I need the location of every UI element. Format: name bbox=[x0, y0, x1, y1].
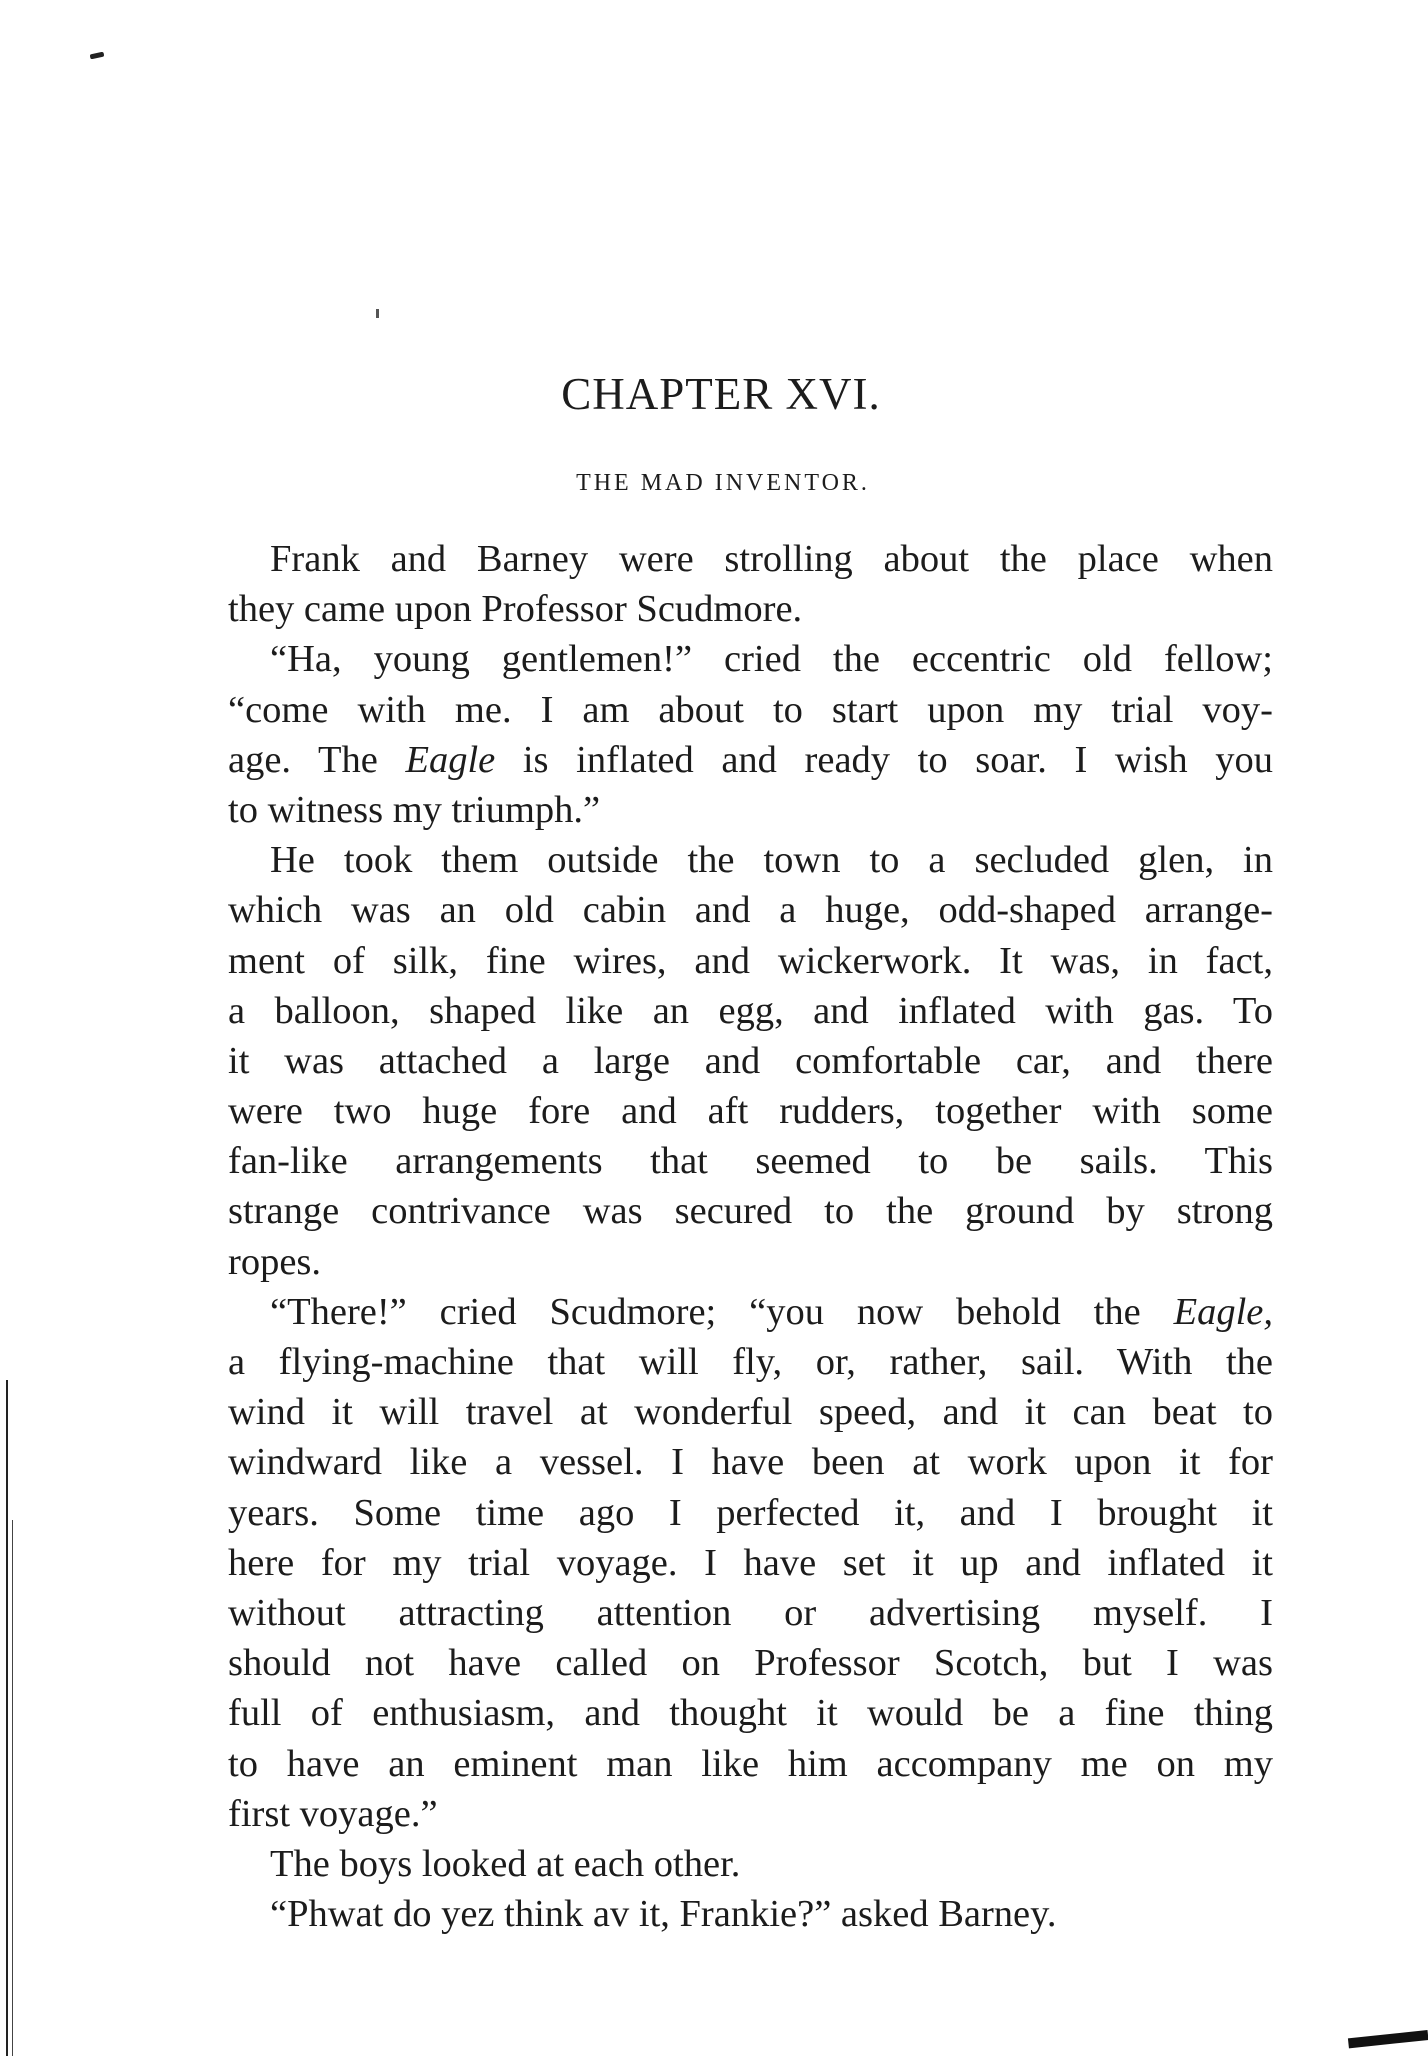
text-line: “Phwat do yez think av it, Frankie?” asked Barney. bbox=[270, 1893, 1057, 1936]
text-run: age. The bbox=[228, 738, 406, 781]
text-line: wind it will travel at wonderful speed, and it can beat to bbox=[228, 1391, 1273, 1434]
text-line: full of enthusiasm, and thought it would be a fine thing bbox=[228, 1692, 1273, 1735]
ink-mark bbox=[90, 52, 105, 60]
text-line: they came upon Professor Scudmore. bbox=[228, 588, 803, 631]
text-line: years. Some time ago I perfected it, and I brought it bbox=[228, 1491, 1273, 1534]
text-line bbox=[228, 735, 1273, 785]
text-line: which was an old cabin and a huge, odd-shaped arrange- bbox=[228, 889, 1273, 932]
text-line: strange contrivance was secured to the ground by strong bbox=[228, 1190, 1273, 1233]
binding-edge-line bbox=[6, 1380, 8, 2056]
text-line: first voyage.” bbox=[228, 1792, 438, 1835]
text-line: should not have called on Professor Scotch, but I was bbox=[228, 1642, 1273, 1685]
text-run: is inflated and ready to soar. I wish you bbox=[495, 738, 1273, 781]
chapter-subtitle: THE MAD INVENTOR. bbox=[576, 470, 870, 496]
page-corner-mark bbox=[1348, 2030, 1428, 2048]
text-line: fan-like arrangements that seemed to be sails. This bbox=[228, 1140, 1273, 1183]
body-text bbox=[228, 534, 1273, 1939]
text-line: to have an eminent man like him accompany me on my bbox=[228, 1742, 1273, 1785]
chapter-title: CHAPTER XVI. bbox=[561, 369, 881, 419]
binding-edge-line bbox=[12, 1520, 13, 2056]
italic-title: Eagle, bbox=[1173, 1290, 1273, 1333]
text-line: ropes. bbox=[228, 1240, 322, 1283]
ink-speck bbox=[376, 309, 379, 318]
text-line: The boys looked at each other. bbox=[270, 1842, 741, 1885]
text-line: a flying-machine that will fly, or, rather, sail. With the bbox=[228, 1341, 1273, 1383]
text-line bbox=[228, 1287, 1273, 1337]
text-line: here for my trial voyage. I have set it up and inflated it bbox=[228, 1541, 1273, 1584]
italic-title: Eagle bbox=[405, 738, 496, 781]
text-line: were two huge fore and aft rudders, together with some bbox=[228, 1090, 1273, 1133]
text-line: ment of silk, fine wires, and wickerwork. It was, in fact, bbox=[228, 939, 1273, 982]
text-line: to witness my triumph.” bbox=[228, 788, 601, 831]
text-line: “Ha, young gentlemen!” cried the eccentric old fellow; bbox=[270, 638, 1273, 681]
text-line: without attracting attention or advertising myself. I bbox=[228, 1591, 1273, 1634]
text-line: Frank and Barney were strolling about the place when bbox=[270, 538, 1273, 580]
text-run: “There!” cried Scudmore; “you now behold the bbox=[270, 1290, 1174, 1333]
text-line: a balloon, shaped like an egg, and inflated with gas. To bbox=[228, 989, 1273, 1032]
text-line: it was attached a large and comfortable car, and there bbox=[228, 1039, 1273, 1082]
text-line: He took them outside the town to a secluded glen, in bbox=[270, 839, 1273, 882]
text-line: windward like a vessel. I have been at work upon it for bbox=[228, 1441, 1273, 1484]
text-line: “come with me. I am about to start upon my trial voy- bbox=[228, 688, 1273, 731]
